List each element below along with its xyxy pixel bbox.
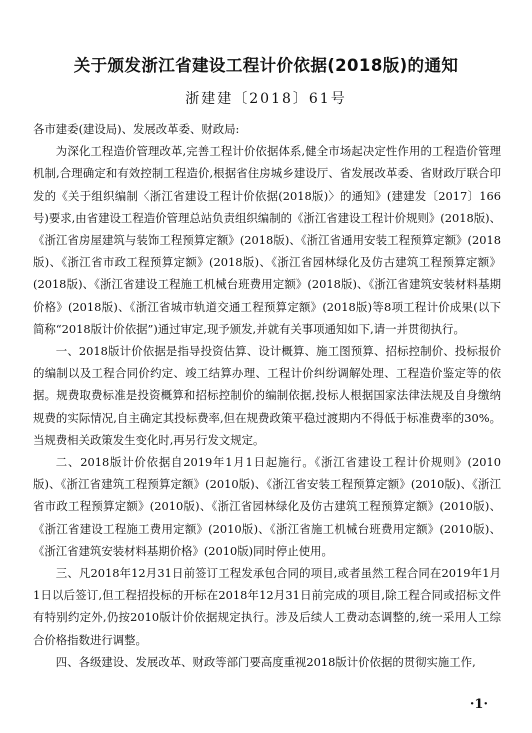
paragraph-intro: 为深化工程造价管理改革,完善工程计价依据体系,健全市场起决定性作用的工程造价管理机制,合理确定和有效控制工程造价,根据省住房城乡建设厅、省发展改革委、省财政厅联合印发的《关于组织编制〈浙江省建设工程计价依据(2018版)〉的通知》(建建发〔2017〕166号)要求,由省建设工程造价管理总站负责组织编制的《浙江省建设工程计价规则》(2018版)、《浙江省房屋建筑与装饰工程预算定额》(2018版)、《浙江省通用安装工程预算定额》(2018版)、《浙江省市政工程预算定额》(2018版)、《浙江省园林绿化及仿古建筑工程预算定额》(2018版)、《浙江省建设工程施工机械台班费用定额》(2018版)、《浙江省建筑安装材料基期价格》(2018版)、《浙江省城市轨道交通工程预算定额》(2018版)等8项工程计价成果(以下简称“2018版计价依据”)通过审定,现予颁发,并就有关事项通知如下,请一并贯彻执行。 [33,144,501,336]
document-body [33,118,501,673]
paragraph-item-4: 四、各级建设、发展改革、财政等部门要高度重视2018版计价依据的贯彻实施工作, [55,654,476,669]
document-number: 浙建建〔2018〕61号 [185,91,347,107]
paragraph-item-2: 二、2018版计价依据自2019年1月1日起施行。《浙江省建设工程计价规则》(2010版)、《浙江省建筑工程预算定额》(2010版)、《浙江省安装工程预算定额》(2010版)、《浙江省市政工程预算定额》(2010版)、《浙江省园林绿化及仿古建筑工程预算定额》(2010版)、《浙江省建设工程施工费用定额》(2010版)、《浙江省施工机械台班费用定额》(2010版)、《浙江省建筑安装材料基期价格》(2010版)同时停止使用。 [33,455,501,558]
salutation: 各市建委(建设局)、发展改革委、财政局: [33,122,240,136]
document-title: 关于颁发浙江省建设工程计价依据(2018版)的通知 [73,56,459,75]
paragraph-item-1: 一、2018版计价依据是指导投资估算、设计概算、施工图预算、招标控制价、投标报价的编制以及工程合同价约定、竣工结算办理、工程计价纠纷调解处理、工程造价鉴定等的依据。规费取费标准是投资概算和招标控制价的编制依据,投标人根据国家法律法规及自身缴纳规费的实际情况,自主确定其投标费率,但在规费政策平稳过渡期内不得低于标准费率的30%。当规费相关政策发生变化时,再另行发文规定。 [33,344,501,447]
page-number: ·1· [469,697,488,712]
paragraph-item-3: 三、凡2018年12月31日前签订工程发承包合同的项目,或者虽然工程合同在2019年1月1日以后签订,但工程招投标的开标在2018年12月31日前完成的项目,除工程合同或招标文件有特别约定外,仍按2010版计价依据规定执行。涉及后续人工费动态调整的,统一采用人工综合价格指数进行调整。 [33,566,501,647]
